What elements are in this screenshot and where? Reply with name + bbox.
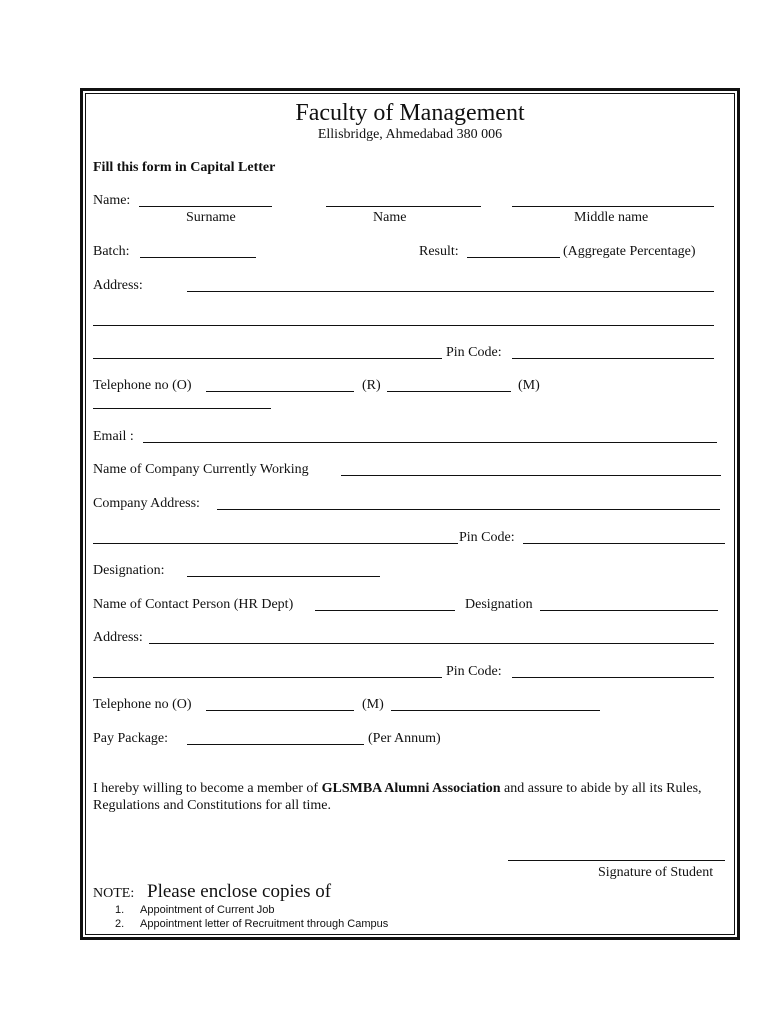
- contact-pin-code-label: Pin Code:: [446, 664, 502, 679]
- surname-caption: Surname: [186, 210, 236, 225]
- batch-label: Batch:: [93, 244, 130, 259]
- company-pin-code-label: Pin Code:: [459, 530, 515, 545]
- pay-package-label: Pay Package:: [93, 731, 169, 746]
- company-name-label: Name of Company Currently Working: [93, 462, 309, 477]
- designation-field-line[interactable]: [187, 576, 380, 577]
- declaration-part-1: I hereby willing to become a member of: [93, 781, 322, 796]
- telephone-residence-field-line[interactable]: [387, 391, 511, 392]
- pay-package-field-line[interactable]: [187, 744, 364, 745]
- declaration-text: [93, 780, 718, 814]
- name-caption: Name: [373, 210, 407, 225]
- telephone-residence-label: (R): [362, 378, 381, 393]
- result-label: Result:: [419, 244, 459, 259]
- form-title: Faculty of Management: [295, 100, 525, 126]
- designation-label: Designation:: [93, 563, 165, 578]
- note-item-number-1: 1.: [115, 904, 125, 916]
- pin-code-label: Pin Code:: [446, 345, 502, 360]
- contact-address-field-line-1[interactable]: [149, 643, 714, 644]
- batch-field-line[interactable]: [140, 257, 256, 258]
- name-field-line[interactable]: [326, 206, 481, 207]
- note-item-number-2: 2.: [115, 918, 125, 930]
- surname-field-line[interactable]: [139, 206, 272, 207]
- middle-name-caption: Middle name: [574, 210, 649, 225]
- form-subtitle-address: Ellisbridge, Ahmedabad 380 006: [317, 127, 503, 142]
- middle-name-field-line[interactable]: [512, 206, 714, 207]
- address-field-line-3[interactable]: [93, 358, 442, 359]
- email-field-line[interactable]: [143, 442, 717, 443]
- declaration-part-2: and assure to abide by all its Rules, Regulations and Constitutions for all time.: [93, 781, 702, 813]
- contact-designation-label: Designation: [465, 597, 533, 612]
- contact-telephone-office-field-line[interactable]: [206, 710, 354, 711]
- note-item-2: Appointment letter of Recruitment through Campus: [140, 918, 389, 930]
- contact-telephone-office-label: Telephone no (O): [93, 697, 192, 712]
- instruction-text: Fill this form in Capital Letter: [93, 160, 276, 175]
- company-name-field-line[interactable]: [341, 475, 721, 476]
- result-suffix: (Aggregate Percentage): [563, 244, 696, 259]
- signature-label: Signature of Student: [598, 865, 714, 880]
- telephone-mobile-field-line[interactable]: [93, 408, 271, 409]
- pin-code-field-line[interactable]: [512, 358, 714, 359]
- telephone-office-label: Telephone no (O): [93, 378, 192, 393]
- signature-field-line[interactable]: [508, 860, 725, 861]
- note-item-1: Appointment of Current Job: [140, 904, 275, 916]
- contact-person-label: Name of Contact Person (HR Dept): [93, 597, 294, 612]
- email-label: Email :: [93, 429, 134, 444]
- company-address-field-line-1[interactable]: [217, 509, 720, 510]
- result-field-line[interactable]: [467, 257, 560, 258]
- company-address-field-line-2[interactable]: [93, 543, 458, 544]
- contact-address-label: Address:: [93, 630, 143, 645]
- note-heading: Please enclose copies of: [147, 881, 332, 902]
- company-address-label: Company Address:: [93, 496, 200, 511]
- association-name: GLSMBA Alumni Association: [321, 781, 501, 796]
- per-annum-label: (Per Annum): [368, 731, 441, 746]
- address-field-line-2[interactable]: [93, 325, 714, 326]
- telephone-mobile-label: (M): [518, 378, 540, 393]
- contact-address-field-line-2[interactable]: [93, 677, 442, 678]
- address-label: Address:: [93, 278, 143, 293]
- note-label: NOTE:: [93, 886, 135, 901]
- address-field-line-1[interactable]: [187, 291, 714, 292]
- name-label: Name:: [93, 193, 131, 208]
- contact-pin-code-field-line[interactable]: [512, 677, 714, 678]
- contact-telephone-mobile-field-line[interactable]: [391, 710, 600, 711]
- contact-telephone-mobile-label: (M): [362, 697, 384, 712]
- contact-person-field-line[interactable]: [315, 610, 455, 611]
- contact-designation-field-line[interactable]: [540, 610, 718, 611]
- company-pin-code-field-line[interactable]: [523, 543, 725, 544]
- telephone-office-field-line[interactable]: [206, 391, 354, 392]
